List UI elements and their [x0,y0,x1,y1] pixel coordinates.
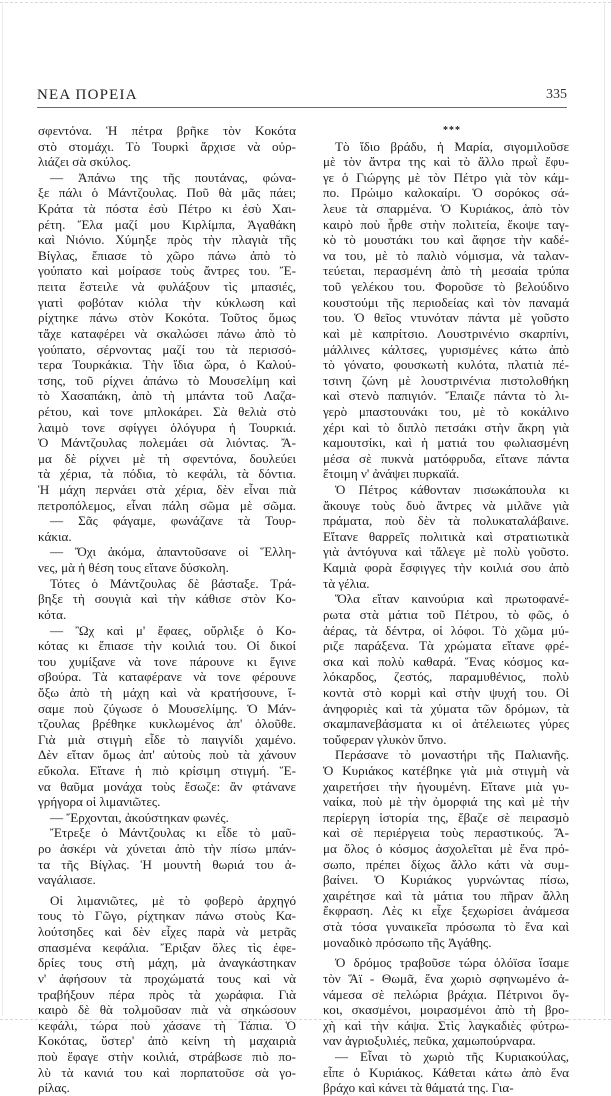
text-line: χαιρέτησε καὶ τὰ μάτια του πῆραν ἄλλη [323,887,569,903]
text-line: τοῦ γελέκου του. Φοροῦσε τὸ βελούδινο [323,279,569,295]
text-line: μα ὅλος ὁ κόσμος ἀσχολεῖται μὲ ἕνα πρό- [323,841,569,857]
text-line: βράχο καὶ κάνει τὰ θάματά της. Για- [323,1080,514,1096]
text-line: ναν ἀγριοξυλιές, πεῦκα, χαμωπούρναρα. [323,1033,536,1049]
text-line: γε ὁ Γιώργης μὲ τὸν Πέτρο γιὰ τὸν κάμ- [323,169,569,185]
text-line: καὶ στενὸ παπιγιόν. Ἔπαιζε πάντα τὸ λι- [323,388,569,404]
text-line: τἄχε καταφέρει νὰ σκαλώσει πάνω ἀπὸ τὸ [38,325,296,341]
text-line: τραβήξουν πέρα πρὸς τὰ χωράφια. Γιὰ [38,986,296,1002]
text-line: στὸ στομάχι. Τὸ Τουρκὶ ἄρχισε νὰ οὐρ- [38,138,296,154]
text-line: ρίχτηκε πάνω στὸν Κοκότα. Τοῦτος ὅμως [38,310,296,326]
right-column [323,123,569,1096]
text-line: λαιμὸ τονε σφίγγει ὁλόγυρα ἡ Τουρκιά. [38,419,296,435]
text-line: σβούρα. Τὰ καταφέρανε νὰ τονε φέρουνε [38,669,296,685]
text-line: ἀέρας, τὰ δέντρα, οἱ λόφοι. Τὸ χῶμα μύ- [323,622,569,638]
text-line: μα δὲ ρίχνει μὲ τὴ σφεντόνα, δουλεύει [38,450,296,466]
text-line: Ὁ Πέτρος κάθονταν πισωκάπουλα κι [335,482,569,498]
text-line: κότα. [38,606,67,622]
text-line: τὸ γόνατο, φουσκωτὴ κυλότα, πλατιὰ πέ- [323,357,569,373]
text-line: τζουλας βρέθηκε κυκλωμένος ἀπ' ὁλοῦθε. [38,716,296,732]
text-line: κεφάλι, τώρα ποὺ χάσανε τὴ Τάπια. Ὁ [38,1017,296,1033]
text-line: σπασμένα κεφάλια. Ἔριξαν ὅλες τὶς ἐφε- [38,939,296,955]
text-line: κοι, σκασμένοι, μοιρασμένοι ἀπὸ τὴ βρο- [323,1002,569,1018]
text-line: τὰ γέλια. [323,575,370,591]
page-edge-right [604,4,605,1016]
text-line: — Ὄχι ἀκόμα, ἀπαντοῦσανε οἱ Ἕλλη- [50,544,296,560]
text-line: περίεργη ἱστορία της, ἔβαζε σὲ πειρασμὸ [323,809,569,825]
text-line: μὲ τὸν ἄντρα της καὶ τὸ ἄλλο πρωῒ ἔφυ- [323,154,569,170]
text-line: ρέτου, καὶ τονε μπλοκάρει. Σὰ θελιὰ στὸ [38,403,296,419]
text-line: ἕτοιμη ν' ἀνάψει πυρκαϊά. [323,466,460,482]
text-line: τὰ χέρια, τὰ πόδια, τὸ κεφάλι, τὰ δόντια. [38,466,296,482]
text-line: πειτα ἔστειλε νὰ φυλάξουν τὶς μπασιές, [38,279,296,295]
text-line: μάλλινες κάλτσες, γυρισμένες κάτω ἀπὸ [323,341,569,357]
text-line: ν' ἀφήσουν τὰ προχώματά τους καὶ νὰ [38,970,296,986]
text-line: Βίγλας, ἔπιασε τὸ χῶρο πάνω ἀπὸ τὸ [38,247,296,263]
text-line: ἀνηφοριὲς καὶ τὰ χύματα τῶν δρόμων, τὰ [323,700,569,716]
text-line: ἄκουγε τοὺς δυὸ ἄντρες νὰ μιλᾶνε γιὰ [323,497,569,513]
text-line: ὄξω ἀπὸ τὴ μάχη καὶ νὰ κρατήσουνε, ἴ- [38,684,296,700]
running-title: ΝΕΑ ΠΟΡΕΙΑ [37,87,138,103]
text-line: κοντὰ στὸ κορμὶ καὶ στὴν ψυχή του. Οἱ [323,684,569,700]
text-line: του χυμίξανε νὰ τονε πάρουνε κι ἔγινε [38,653,296,669]
text-line: λούτσηδες καὶ δὲν εἶχες παρὰ νὰ μετρᾶς [38,924,296,940]
text-line: τσινη ζώνη μὲ λουστρινένια πιστολοθήκη [323,372,569,388]
text-line: γιατὶ φοβόταν κιόλα τὴν κύκλωση καὶ [38,294,296,310]
text-line: σωπο, πρέπει δίχως ἄλλο κάτι νὰ συμ- [323,856,569,872]
text-line: γούπατο, σέρνοντας μαζί του τὰ περισσό- [38,341,296,357]
text-line: — Ἔρχονται, ἀκούστηκαν φωνές. [50,809,229,825]
text-line: ρο ἀσκέρι νὰ χύνεται ἀπὸ τὴν πίσω μπάν- [38,841,296,857]
text-line: χὴ καὶ τὴν κάψα. Στὶς λαγκαδιὲς φύτρω- [323,1017,569,1033]
text-line: Καμιὰ φορὰ ἔσφιγγες τὴν κοιλιά σου ἀπὸ [323,560,569,576]
text-line: Εἴτανε θαρρεῖς πολιτικὰ καὶ στρατιωτικὰ [323,528,569,544]
text-line: σκαμπανεβάσματα κι οἱ ἀτέλειωτες γύρες [323,716,569,732]
text-line: Ὁ δρόμος τραβοῦσε τώρα ὁλόϊσα ἴσαμε [335,955,569,971]
text-line: — Σᾶς φάγαμε, φωνάζανε τὰ Τουρ- [50,513,296,529]
text-line: σαμε ποὺ ζύγωσε ὁ Μουσελίμης. Ὁ Μάν- [38,700,296,716]
text-line: βαίνει. Ὁ Κυριάκος γυρνώντας πίσω, [323,872,569,888]
text-line: Οἱ λιμανιῶτες, μὲ τὸ φοβερὸ ἀρχηγό [50,892,296,908]
text-line: ρωτα στὰ μάτια τοῦ Πέτρου, τὸ φῶς, ὁ [323,606,569,622]
text-line: κουστούμι τῆς περιοδείας καὶ τὸν παναμά [323,294,569,310]
text-line: ρέτη. Ἔλα μαζί μου Κιρλίμπα, Ἀγαθάκη [38,216,296,232]
running-header [37,87,567,108]
text-line: γούπατο καὶ μοίρασε τοὺς ἄντρες του. Ἔ- [38,263,296,279]
text-line: Ὅλα εἴταν καινούρια καὶ πρωτοφανέ- [335,591,569,607]
text-line: ἔκφραση. Λὲς κι εἶχε ξεχωρίσει ἀνάμεσα [323,903,569,919]
text-line: Περάσανε τὸ μοναστήρι τῆς Παλιανῆς. [335,747,569,763]
text-line: ναίκα, ποὺ μὲ τὴν ὀμορφιά της καὶ μὲ τὴν [323,794,569,810]
text-line: τους τὸ Γῶγο, ρίχτηκαν πάνω στοὺς Κα- [38,908,296,924]
text-line: καὶ σὲ περιέργεια τοὺς περαστικούς. Ἄ- [323,825,569,841]
text-line: καιρὸ ποὺ ἦρθε στὴν πολιτεία, ἔκοψε ταγ- [323,216,569,232]
text-line: Τότες ὁ Μάντζουλας δὲ βάσταξε. Τρά- [50,575,296,591]
page-edge-left [2,4,3,1016]
text-line: δρίες τους στὴ μάχη, μὰ ἀναγκάστηκαν [38,955,296,971]
text-line: Ἡ μάχη περνάει στὰ χέρια, δὲν εἶναι πιὰ [38,482,296,498]
text-line: βηξε τὴ σουγιὰ καὶ τὴν κάθισε στὸν Κο- [38,591,296,607]
text-line: — Ἀπάνω της τῆς πουτάνας, φώνα- [50,169,296,185]
page-edge-top [0,2,611,4]
left-column [38,123,296,1096]
text-line: του. Ὁ θεῖος ντυνόταν πάντα μὲ γοῦστο [323,310,569,326]
text-line: μοναδικὸ πρόσωπο τῆς Ἀγάθης. [323,934,492,950]
text-line: — Εἶναι τὸ χωριὸ τῆς Κυριακούλας, [335,1048,569,1064]
text-line: γιὰ ἀντόγυνα καὶ τἄλεγε μὲ πολὺ γοῦστο. [323,544,569,560]
text-line: εὔκολα. Εἴτανε ἡ πιὸ κρίσιμη στιγμή. Ἕ- [38,762,296,778]
text-line: Δὲν εἴταν ὅμως ἀπ' αὐτοὺς ποὺ τὰ χάνουν [38,747,296,763]
text-line: Γιὰ μιὰ στιγμὴ εἶδε τὸ παιγνίδι χαμένο. [38,731,296,747]
text-line: στὰ τόσα γυναικεῖα πρόσωπα τὸ ἕνα καὶ [323,919,569,935]
text-line: Κράτα τὰ πόστα ἐσὺ Πέτρο κι ἐσὺ Χαι- [38,201,296,217]
text-line: ρίλας. [38,1080,70,1096]
text-line: καὶ μὲ καπρίτσιο. Λουστρινένιο σκαρπίνι, [323,325,569,341]
text-line: γρήγορα οἱ λιμανιῶτες. [38,794,161,810]
text-line: Κοκότας, ὕστερ' ἀπὸ κείνη τὴ μαχαιριὰ [38,1033,296,1049]
text-line: καὶ Νιόνιο. Χύμηξε πρὸς τὴν πλαγιὰ τῆς [38,232,296,248]
text-line: πετροπόλεμος, εἶναι πάλη σῶμα μὲ σῶμα. [38,497,296,513]
page-number: 335 [546,87,567,102]
text-line: λόκαρδος, ζεστός, παραμυθένιος, πολὺ [323,669,569,685]
text-line: ποὺ ἔφαγε στὴν κοιλιά, στράβωσε πιὸ πο- [38,1048,296,1064]
section-break: *** [443,125,461,136]
text-line: χέρι καὶ τὸ διπλὸ πετσάκι στὴν ἄκρη γιὰ [323,419,569,435]
text-line: — Ὢχ καὶ μ' ἔφαες, οὔρλιξε ὁ Κο- [50,622,296,638]
text-line: σκα καὶ πολὺ καθαρά. Ἕνας κόσμος κα- [323,653,569,669]
text-line: νάμεσα σὲ πελώρια βράχια. Πέτρινοι ὄγ- [323,986,569,1002]
text-line: ξε πάλι ὁ Μάντζουλας. Ποῦ θὰ μᾶς πάει; [38,185,296,201]
text-line: τσης, τοῦ ρίχνει ἀπάνω τὸ Μουσελίμη καὶ [38,372,296,388]
text-line: κάκια. [38,528,72,544]
text-line: ριζε παράξενα. Τὰ χρώματα εἴτανε φρέ- [323,638,569,654]
text-line: καμουτσίκι, καὶ ἡ ματιά του φωλιασμένη [323,435,569,451]
text-line: κότας κι ἔπιασε τὴν κοιλιά του. Οἱ δικοί [38,638,296,654]
text-line: σφεντόνα. Ἡ πέτρα βρῆκε τὸν Κοκότα [38,123,296,138]
text-line: χαιρετήσει τὴν ἡγουμένη. Εἴτανε μιὰ γυ- [323,778,569,794]
text-line: νες, μὰ ἡ θέση τους εἴτανε δύσκολη. [38,560,229,576]
text-line: ναγάλιασε. [38,872,96,888]
text-line: Ὁ Κυριάκος κατέβηκε γιὰ μιὰ στιγμὴ νὰ [323,762,569,778]
text-line: καιρὸ δὲ θὰ τολμοῦσαν πιὰ νὰ σηκώσουν [38,1002,296,1018]
text-line: γερὸ μπαστουνάκι του, μὲ τὸ κοκάλινο [323,403,569,419]
text-line: να θαῦμα μονάχα τοὺς ἔσωζε: ἂν φτάνανε [38,778,296,794]
text-line: εἶπε ὁ Κυριάκος. Κάθεται κάτω ἀπὸ ἕνα [323,1064,569,1080]
text-line: λευε τὰ σπαρμένα. Ὁ Κυριάκος, ἀπὸ τὸν [323,201,569,217]
text-line: τὸν Ἅϊ - Θωμᾶ, ἕνα χωριὸ σφηνωμένο ἀ- [323,970,569,986]
text-line: κὸ τὸ μουστάκι του καὶ ἄφησε τὴν καδέ- [323,232,569,248]
text-line: Τὸ ἴδιο βράδυ, ἡ Μαρία, σιγομιλοῦσε [335,138,569,154]
text-line: λιάζει σὰ σκύλος. [38,154,131,170]
text-line: τα τῆς Βίγλας. Ἡ μουντὴ θωριά του ἀ- [38,856,296,872]
text-line: τοὔφεραν γλυκὸν ὕπνο. [323,731,447,747]
text-line: μέσα σὲ πυκνὰ ματόφρυδα, εἴτανε πάντα [323,450,569,466]
text-line: πράματα, ποὺ δὲν τὰ πολυκαταλάβαινε. [323,513,569,529]
text-line: πο. Πρώιμο καλοκαίρι. Ὁ σορόκος σά- [323,185,569,201]
text-line: τερα Τουρκάκια. Τὴν ἴδια ὥρα, ὁ Καλού- [38,357,296,373]
text-line: Ἔτρεξε ὁ Μάντζουλας κι εἶδε τὸ μαῦ- [50,825,296,841]
text-line: τεύεται, περασμένη ἀπὸ τὴ μεσαία τρύπα [323,263,569,279]
text-line: λὺ τὰ κανιά του καὶ πορπατοῦσε σὰ γο- [38,1064,296,1080]
text-line: Ὁ Μάντζουλας πολεμάει σὰ λιόντας. Ἄ- [38,435,296,451]
text-line: τὸ Χασαπάκη, ἀπὸ τὴ μπάντα τοῦ Λαζα- [38,388,296,404]
text-line: να του, μὲ τὸ παλιὸ νόμισμα, νὰ ταλαν- [323,247,569,263]
